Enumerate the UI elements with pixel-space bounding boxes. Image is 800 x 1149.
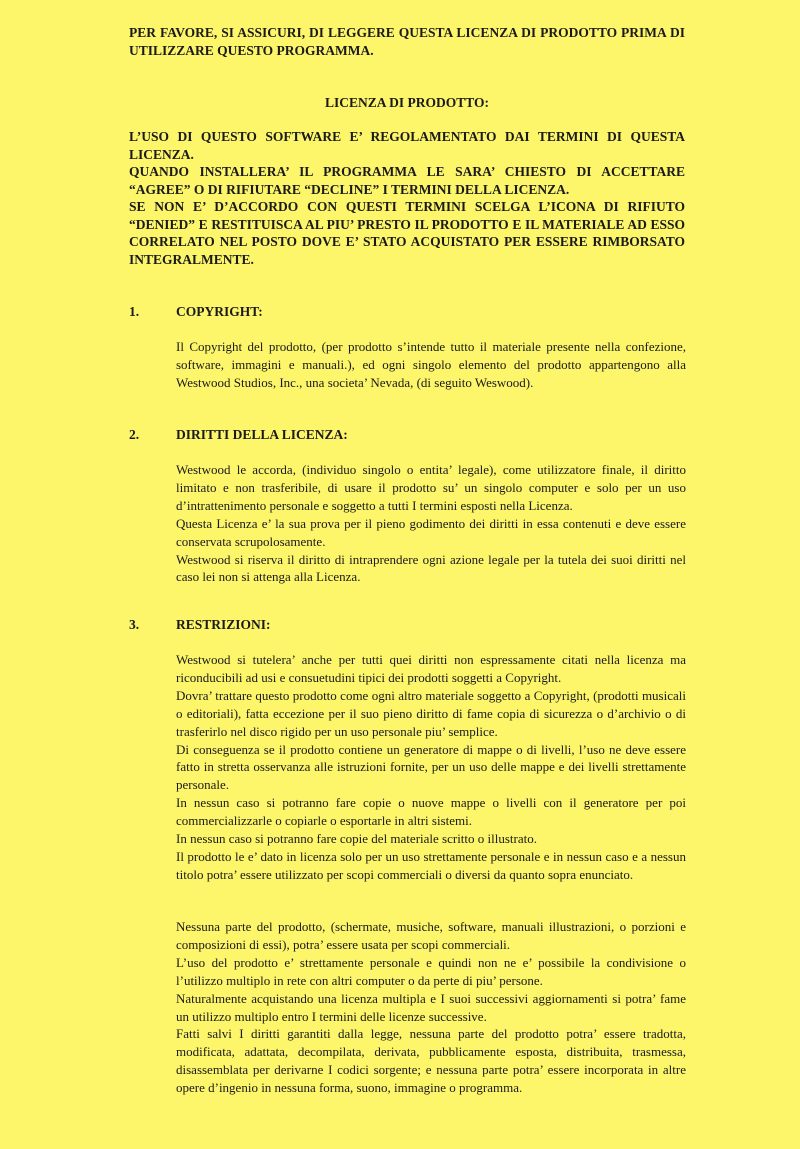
section-2-title: DIRITTI DELLA LICENZA: [176, 427, 348, 442]
section-1-paragraph: Il Copyright del prodotto, (per prodotto s’intende tutto il materiale presente nella confezione, software, immagini e manuali.), ed ogni singolo elemento del prodotto appartengono alla Westwood Studios, Inc., una societa’ Nevada, (di seguito Weswood). [176, 339, 686, 390]
section-3-number: 3. [129, 617, 140, 632]
section-3-paragraph: In nessun caso si potranno fare copie del materiale scritto o illustrato. [176, 831, 537, 847]
warning-text [129, 24, 685, 59]
section-2-paragraph: Westwood le accorda, (individuo singolo o entita’ legale), come utilizzatore finale, il diritto limitato e non trasferibile, di usare il prodotto su’ un singolo computer e solo per un uso d’intrattenimento personale e soggetto a tutti I termini esposti nella Licenza. [176, 462, 686, 513]
section-3-body-continued [176, 918, 686, 1097]
section-3-paragraph: L’uso del prodotto e’ strettamente personale e quindi non ne e’ possibile la condivisione o l’utilizzo multiplo in rete con altri computer o da perte di piu’ persone. [176, 954, 686, 988]
section-2-body [176, 461, 686, 586]
notice-line-2: QUANDO INSTALLERA’ IL PROGRAMMA LE SARA’ CHIESTO DI ACCETTARE “AGREE” O DI RIFIUTARE “DECLINE” I TERMINI DELLA LICENZA. [129, 164, 685, 197]
section-3-paragraph: Fatti salvi I diritti garantiti dalla legge, nessuna parte del prodotto potra’ essere tradotta, modificata, adattata, decompilata, derivata, pubblicamente esposta, distribuita, trasmessa, disassemblata per derivarne I codici sorgente; e nessuna parte potra’ essere incorporata in altre opere d’ingenio in nessuna forma, suono, immagine o programma. [176, 1026, 686, 1096]
section-3-paragraph: Di conseguenza se il prodotto contiene un generatore di mappe o di livelli, l’uso ne deve essere fatto in stretta osservanza alle istruzioni fornite, per un uso delle mappe e dei livelli strettamente personale. [176, 741, 686, 793]
notice-line-1: L’USO DI QUESTO SOFTWARE E’ REGOLAMENTATO DAI TERMINI DI QUESTA LICENZA. [129, 129, 685, 162]
section-3-paragraph: Il prodotto le e’ dato in licenza solo per un uso strettamente personale e in nessun caso e a nessun titolo potra’ essere utilizzato per scopi commerciali o diversi da quanto sopra enunciato. [176, 848, 686, 882]
section-3-title: RESTRIZIONI: [176, 617, 271, 632]
license-heading [129, 94, 685, 112]
section-2-number: 2. [129, 427, 140, 442]
section-3-paragraph: Nessuna parte del prodotto, (schermate, musiche, software, manuali illustrazioni, o porzioni e composizioni di essi), potra’ essere usata per scopi commerciali. [176, 919, 686, 952]
section-1-number: 1. [129, 304, 140, 319]
section-2-paragraph: Questa Licenza e’ la sua prova per il pieno godimento dei diritti in essa contenuti e deve essere conservata scrupolosamente. [176, 515, 686, 549]
section-1-body [176, 338, 686, 392]
section-3-paragraph: Westwood si tutelera’ anche per tutti quei diritti non espressamente citati nella licenza ma riconducibili ad usi e consuetudini tipici dei prodotti soggetti a Copyright. [176, 652, 686, 685]
notice-line-3: SE NON E’ D’ACCORDO CON QUESTI TERMINI SCELGA L’ICONA DI RIFIUTO “DENIED” E RESTITUISCA AL PIU’ PRESTO IL PRODOTTO E IL MATERIALE AD ESSO CORRELATO NEL POSTO DOVE E’ STATO ACQUISTATO PER ESSERE RIMBORSATO INTEGRALMENTE. [129, 199, 685, 267]
section-3-paragraph: In nessun caso si potranno fare copie o nuove mappe o livelli con il generatore per poi commercializzarle o copiarle o esportarle in altri sistemi. [176, 795, 686, 829]
warning-paragraph: PER FAVORE, SI ASSICURI, DI LEGGERE QUESTA LICENZA DI PRODOTTO PRIMA DI UTILIZZARE QUESTO PROGRAMMA. [129, 25, 685, 58]
section-1-title: COPYRIGHT: [176, 304, 263, 319]
license-notice [129, 128, 685, 268]
section-3-paragraph: Naturalmente acquistando una licenza multipla e I suoi successivi aggiornamenti si potra’ fame un utilizzo multiplo entro I termini delle licenze successive. [176, 990, 686, 1024]
section-2-paragraph: Westwood si riserva il diritto di intraprendere ogni azione legale per la tutela dei suoi diritti nel caso lei non si attenga alla Licenza. [176, 551, 686, 585]
section-3-body [176, 651, 686, 884]
license-heading-text: LICENZA DI PRODOTTO: [324, 95, 490, 110]
section-3-paragraph: Dovra’ trattare questo prodotto come ogni altro materiale soggetto a Copyright, (prodotti musicali o editoriali), fatta eccezione per il suo pieno diritto di fame copia di sicurezza o d’archivio o di trasferirlo nel disco rigido per un uso personale piu’ semplice. [176, 687, 686, 739]
